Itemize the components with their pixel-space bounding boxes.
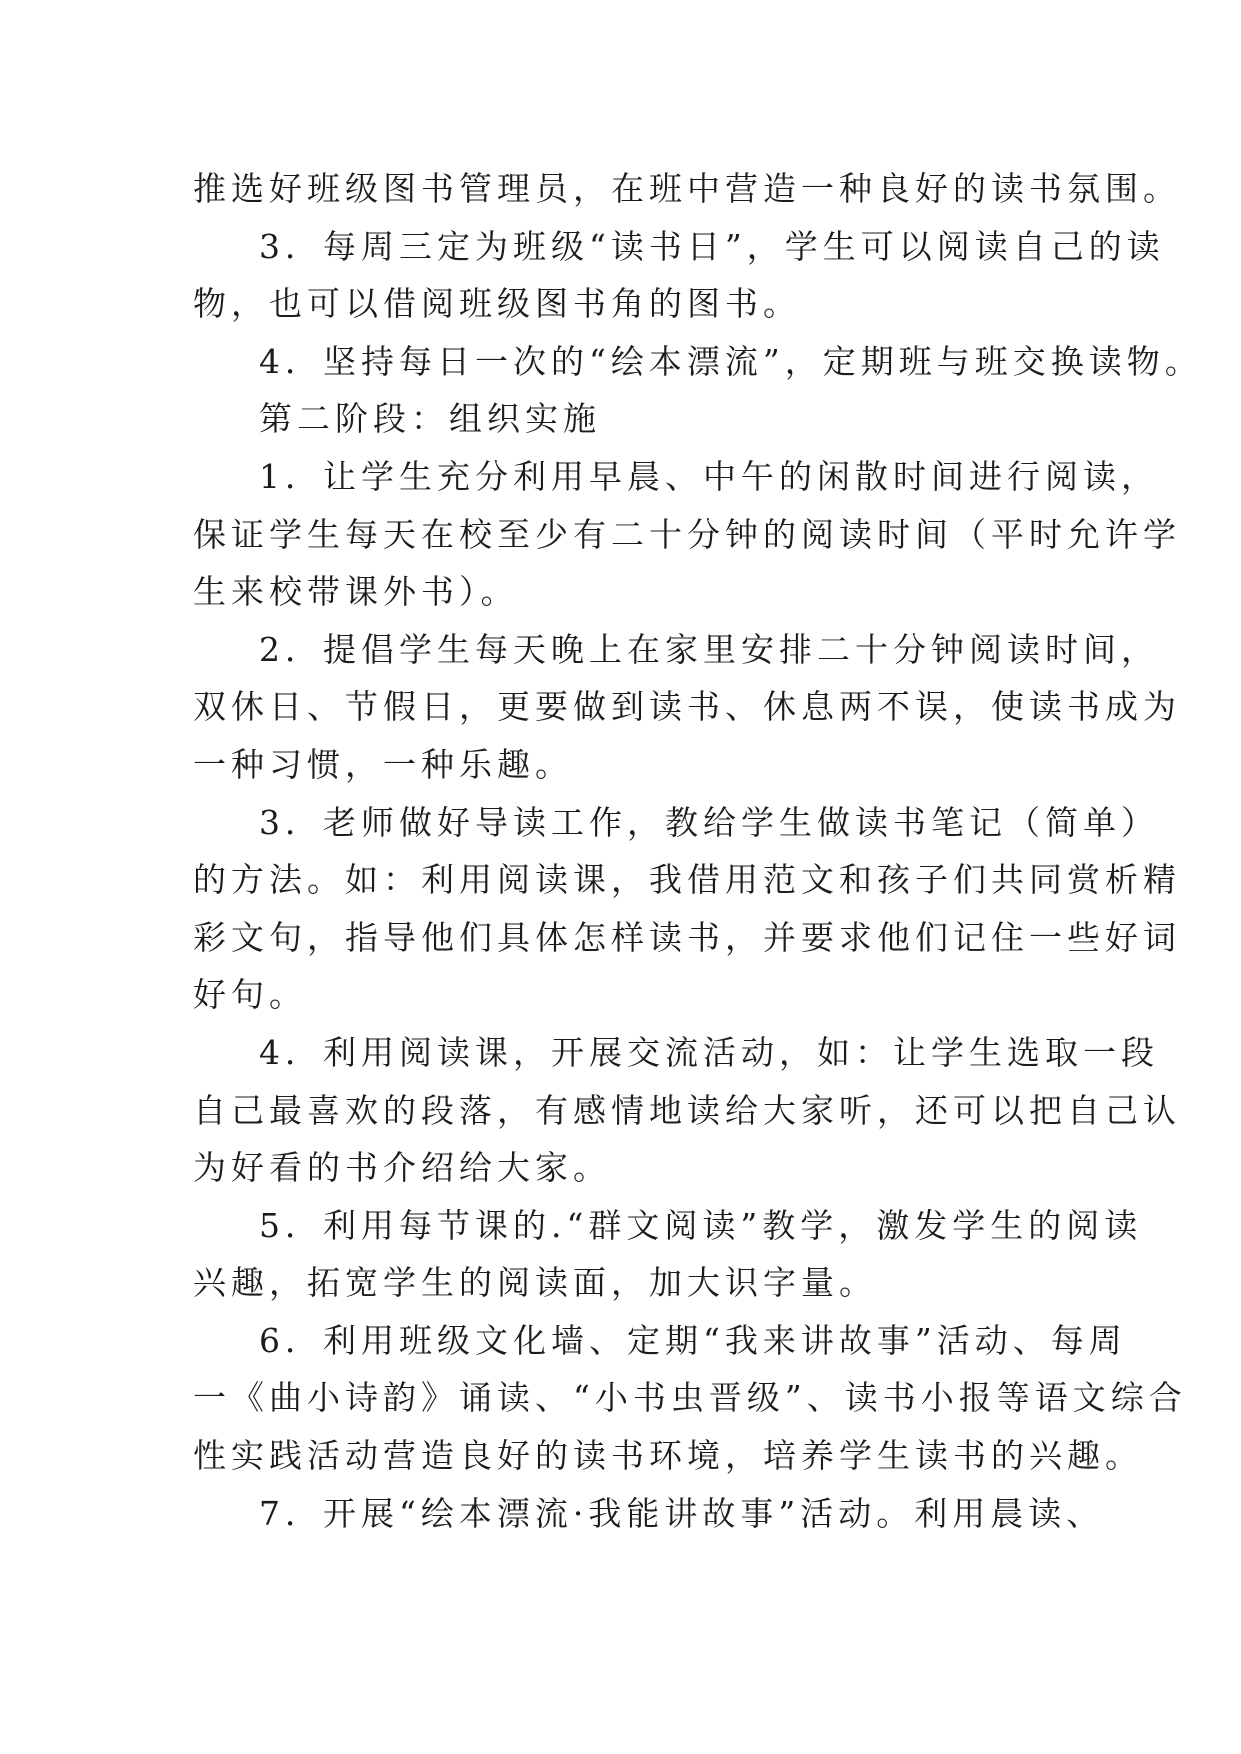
- text-line: 兴趣，拓宽学生的阅读面，加大识字量。: [193, 1263, 877, 1303]
- text-line: 物，也可以借阅班级图书角的图书。: [193, 284, 801, 324]
- text-line: 3．每周三定为班级“读书日”，学生可以阅读自己的读: [259, 226, 1165, 266]
- text-line: 好句。: [193, 975, 307, 1015]
- text-line: 一《曲小诗韵》诵读、“小书虫晋级”、读书小报等语文综合: [193, 1378, 1187, 1418]
- text-line: 一种习惯，一种乐趣。: [193, 744, 573, 784]
- text-line: 1．让学生充分利用早晨、中午的闲散时间进行阅读，: [259, 456, 1159, 496]
- text-line: 自己最喜欢的段落，有感情地读给大家听，还可以把自己认: [193, 1090, 1181, 1130]
- text-line: 4．利用阅读课，开展交流活动，如：让学生选取一段: [259, 1032, 1159, 1072]
- document-body: [193, 160, 1203, 1542]
- text-line: 7．开展“绘本漂流·我能讲故事”活动。利用晨读、: [259, 1493, 1105, 1533]
- text-line: 3．老师做好导读工作，教给学生做读书笔记（简单）: [259, 802, 1159, 842]
- text-line: 2．提倡学生每天晚上在家里安排二十分钟阅读时间，: [259, 629, 1159, 669]
- text-line: 性实践活动营造良好的读书环境，培养学生读书的兴趣。: [193, 1436, 1143, 1476]
- text-line: 5．利用每节课的.“群文阅读”教学，激发学生的阅读: [259, 1205, 1143, 1245]
- text-line: 6．利用班级文化墙、定期“我来讲故事”活动、每周: [259, 1320, 1127, 1360]
- section-heading: 第二阶段：组织实施: [259, 399, 601, 439]
- text-line: 的方法。如：利用阅读课，我借用范文和孩子们共同赏析精: [193, 860, 1181, 900]
- text-line: 4．坚持每日一次的“绘本漂流”，定期班与班交换读物。: [259, 341, 1203, 381]
- text-line: 双休日、节假日，更要做到读书、休息两不误，使读书成为: [193, 687, 1181, 727]
- text-line: 生来校带课外书）。: [193, 572, 519, 612]
- text-line: 推选好班级图书管理员，在班中营造一种良好的读书氛围。: [193, 169, 1181, 208]
- text-line: 为好看的书介绍给大家。: [193, 1148, 611, 1188]
- text-line: 彩文句，指导他们具体怎样读书，并要求他们记住一些好词: [193, 917, 1181, 957]
- text-line: 保证学生每天在校至少有二十分钟的阅读时间（平时允许学: [193, 514, 1181, 554]
